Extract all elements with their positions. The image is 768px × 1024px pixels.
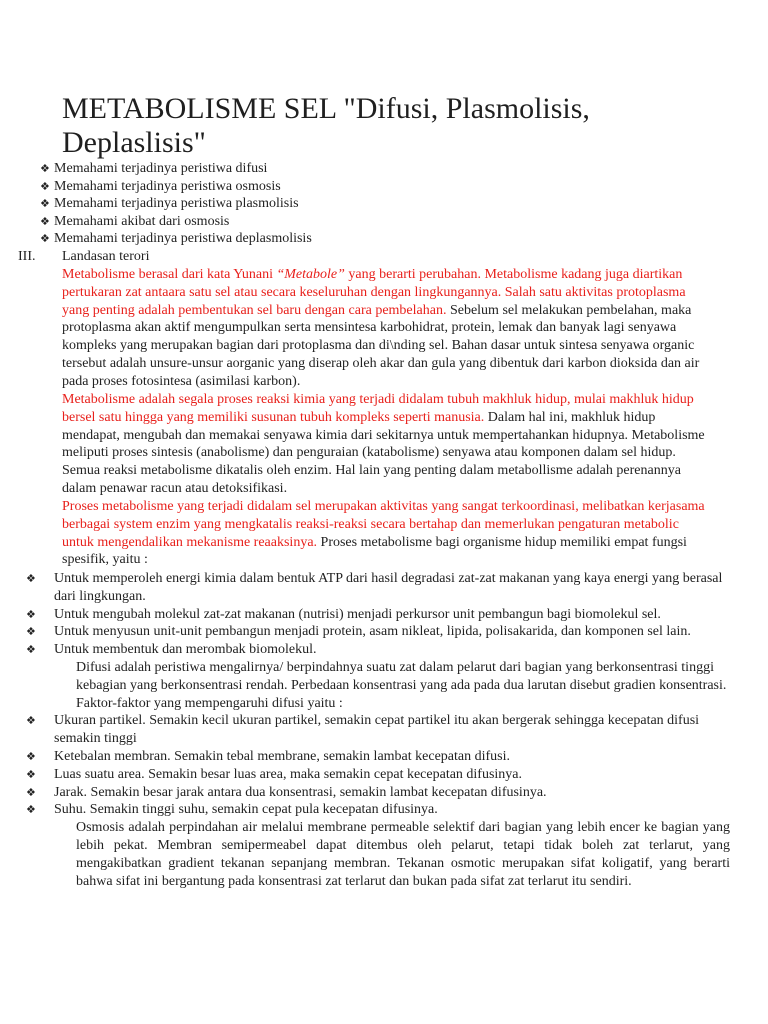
factor-text: Luas suatu area. Semakin besar luas area, maka semakin cepat kecepatan difusinya. [54,766,523,782]
diamond-bullet-icon: ❖ [26,625,36,639]
objective-text: Memahami terjadinya peristiwa difusi [54,161,268,176]
factor-text: Ukuran partikel. Semakin kecil ukuran partikel, semakin cepat partikel itu akan bergerak sehingga kecepatan difusi semakin tinggi [54,713,700,747]
list-item [40,230,720,248]
paragraph-metabolisme-coordination [62,498,710,569]
section-number: III. [18,249,36,264]
diamond-bullet-icon: ❖ [26,767,36,781]
objective-text: Memahami terjadinya peristiwa deplasmolisis [54,231,312,247]
paragraph-difusi: Difusi adalah peristiwa mengalirnya/ berpindahnya suatu zat dalam pelarut dari bagian yang berkonsentrasi tinggi kebagian yang berkonsentrasi rendah. Perbedaan konsentrasi yang ada pada dua larutan disebut gradien konsentrasi. [76,659,727,693]
objectives-list [40,160,720,248]
page-title: METABOLISME SEL "Difusi, Plasmolisis, Deplaslisis" [62,92,590,159]
highlighted-text: Metabolisme berasal dari kata Yunani [62,267,277,282]
highlighted-italic-term: “Metabole” [276,267,345,282]
diamond-bullet-icon: ❖ [26,749,36,763]
highlighted-text: Metabolisme adalah segala proses reaksi kimia yang terjadi didalam tubuh makhluk hidup, mulai makhluk hidup bersel satu hingga yang memiliki susunan tubuh kompleks seperti manusia. [62,392,694,425]
factor-text: Jarak. Semakin besar jarak antara dua konsentrasi, semakin lambat kecepatan difusinya. [54,784,547,800]
diamond-bullet-icon: ❖ [26,785,36,799]
body-text: Proses metabolisme bagi organisme hidup memiliki empat fungsi spesifik, yaitu : [62,534,687,568]
factors-intro: Faktor-faktor yang mempengaruhi difusi yaitu : [76,695,343,711]
list-item [40,213,720,231]
list-item [26,766,730,784]
highlighted-text: yang berarti perubahan. Metabolisme kadang juga diartikan pertukaran zat antaara satu sel atau secara keseluruhan dengan lingkungannya. Salah satu aktivitas protoplasma yang penting adalah pembentukan sel baru dengan cara pembelahan. [62,267,686,318]
diamond-bullet-icon: ❖ [26,572,36,585]
list-item [26,570,730,606]
diamond-bullet-icon: ❖ [40,232,50,246]
diamond-bullet-icon: ❖ [26,714,36,728]
list-item [26,712,730,748]
highlighted-text: Proses metabolisme yang terjadi didalam sel merupakan aktivitas yang sangat terkoordinasi, melibatkan kerjasama berbagai system enzim yang mengkatalis reaksi-reaksi secara bertahap dan memerlukan pengaturan metabolic untuk mengendalikan mekanisme reaaksinya. [62,499,705,550]
diamond-bullet-icon: ❖ [26,803,36,817]
list-item [40,178,720,196]
list-item [26,641,730,712]
function-text: Untuk mengubah molekul zat-zat makanan (nutrisi) menjadi perkursor unit pembangun bagi biomolekul sel. [54,606,661,622]
list-item [40,195,720,213]
list-item [26,784,730,802]
paragraph-metabolisme-process [62,391,710,498]
functions-and-factors-list [26,570,730,890]
function-text: Untuk menyusun unit-unit pembangun menjadi protein, asam nikleat, lipida, polisakarida, dan komponen sel lain. [54,624,691,640]
factor-text: Ketebalan membran. Semakin tebal membrane, semakin lambat kecepatan difusi. [54,748,510,764]
list-item [26,606,730,624]
body-text: Sebelum sel melakukan pembelahan, maka protoplasma akan aktif mengumpulkan serta mensintesa karbohidrat, protein, lemak dan banyak lagi senyawa kompleks yang merupakan bagian dari protoplasma dan di\nding sel. Bahan dasar untuk sintesa senyawa organic tersebut adalah unsure-unsur aorganic yang diserap oleh akar dan gula yang dibentuk dari karbon dioksida dan air pada proses fotosintesa (asimilasi karbon). [62,302,700,389]
objective-text: Memahami akibat dari osmosis [54,213,230,229]
list-item [26,801,730,890]
list-item [40,160,720,178]
objective-text: Memahami terjadinya peristiwa plasmolisis [54,196,299,212]
objective-text: Memahami terjadinya peristiwa osmosis [54,178,281,194]
function-text: Untuk memperoleh energi kimia dalam bentuk ATP dari hasil degradasi zat-zat makanan yang kaya energi yang berasal dari lingkungan. [54,571,723,604]
paragraph-metabolisme-definition [62,266,710,391]
diamond-bullet-icon: ❖ [40,197,50,211]
paragraph-osmosis: Osmosis adalah perpindahan air melalui membrane permeable selektif dari bagian yang lebih encer ke bagian yang lebih pekat. Membran semipermeabel dapat ditembus oleh pelarut, tetapi tidak boleh zat terlarut, yang mengakibatkan gradient tekanan sepanjang membran. Tekanan osmotic merupakan sifat koligatif, yang berarti bahwa sifat ini bergantung pada konsentrasi zat terlarut dan bukan pada sifat zat terlarut itu sendiri. [76,820,730,889]
diamond-bullet-icon: ❖ [40,162,50,175]
diamond-bullet-icon: ❖ [40,214,50,228]
section-heading [18,248,149,266]
factor-text: Suhu. Semakin tinggi suhu, semakin cepat pula kecepatan difusinya. [54,802,438,818]
diamond-bullet-icon: ❖ [26,643,36,657]
section-label: Landasan terori [62,249,150,264]
list-item [26,748,730,766]
diamond-bullet-icon: ❖ [26,607,36,621]
list-item [26,623,730,641]
function-text: Untuk membentuk dan merombak biomolekul. [54,642,317,658]
body-text: Dalam hal ini, makhluk hidup mendapat, mengubah dan memakai senyawa kimia dari sekitarnya untuk mempertahankan hidupnya. Metabolisme meliputi proses sintesis (anabolisme) dan penguraian (katabolisme) senyawa atau komponen dalam sel hidup. Semua reaksi metabolisme dikatalis oleh enzim. Hal lain yang penting dalam metabollisme adalah perenannya dalam penawar racun atau detoksifikasi. [62,409,705,496]
diamond-bullet-icon: ❖ [40,179,50,193]
